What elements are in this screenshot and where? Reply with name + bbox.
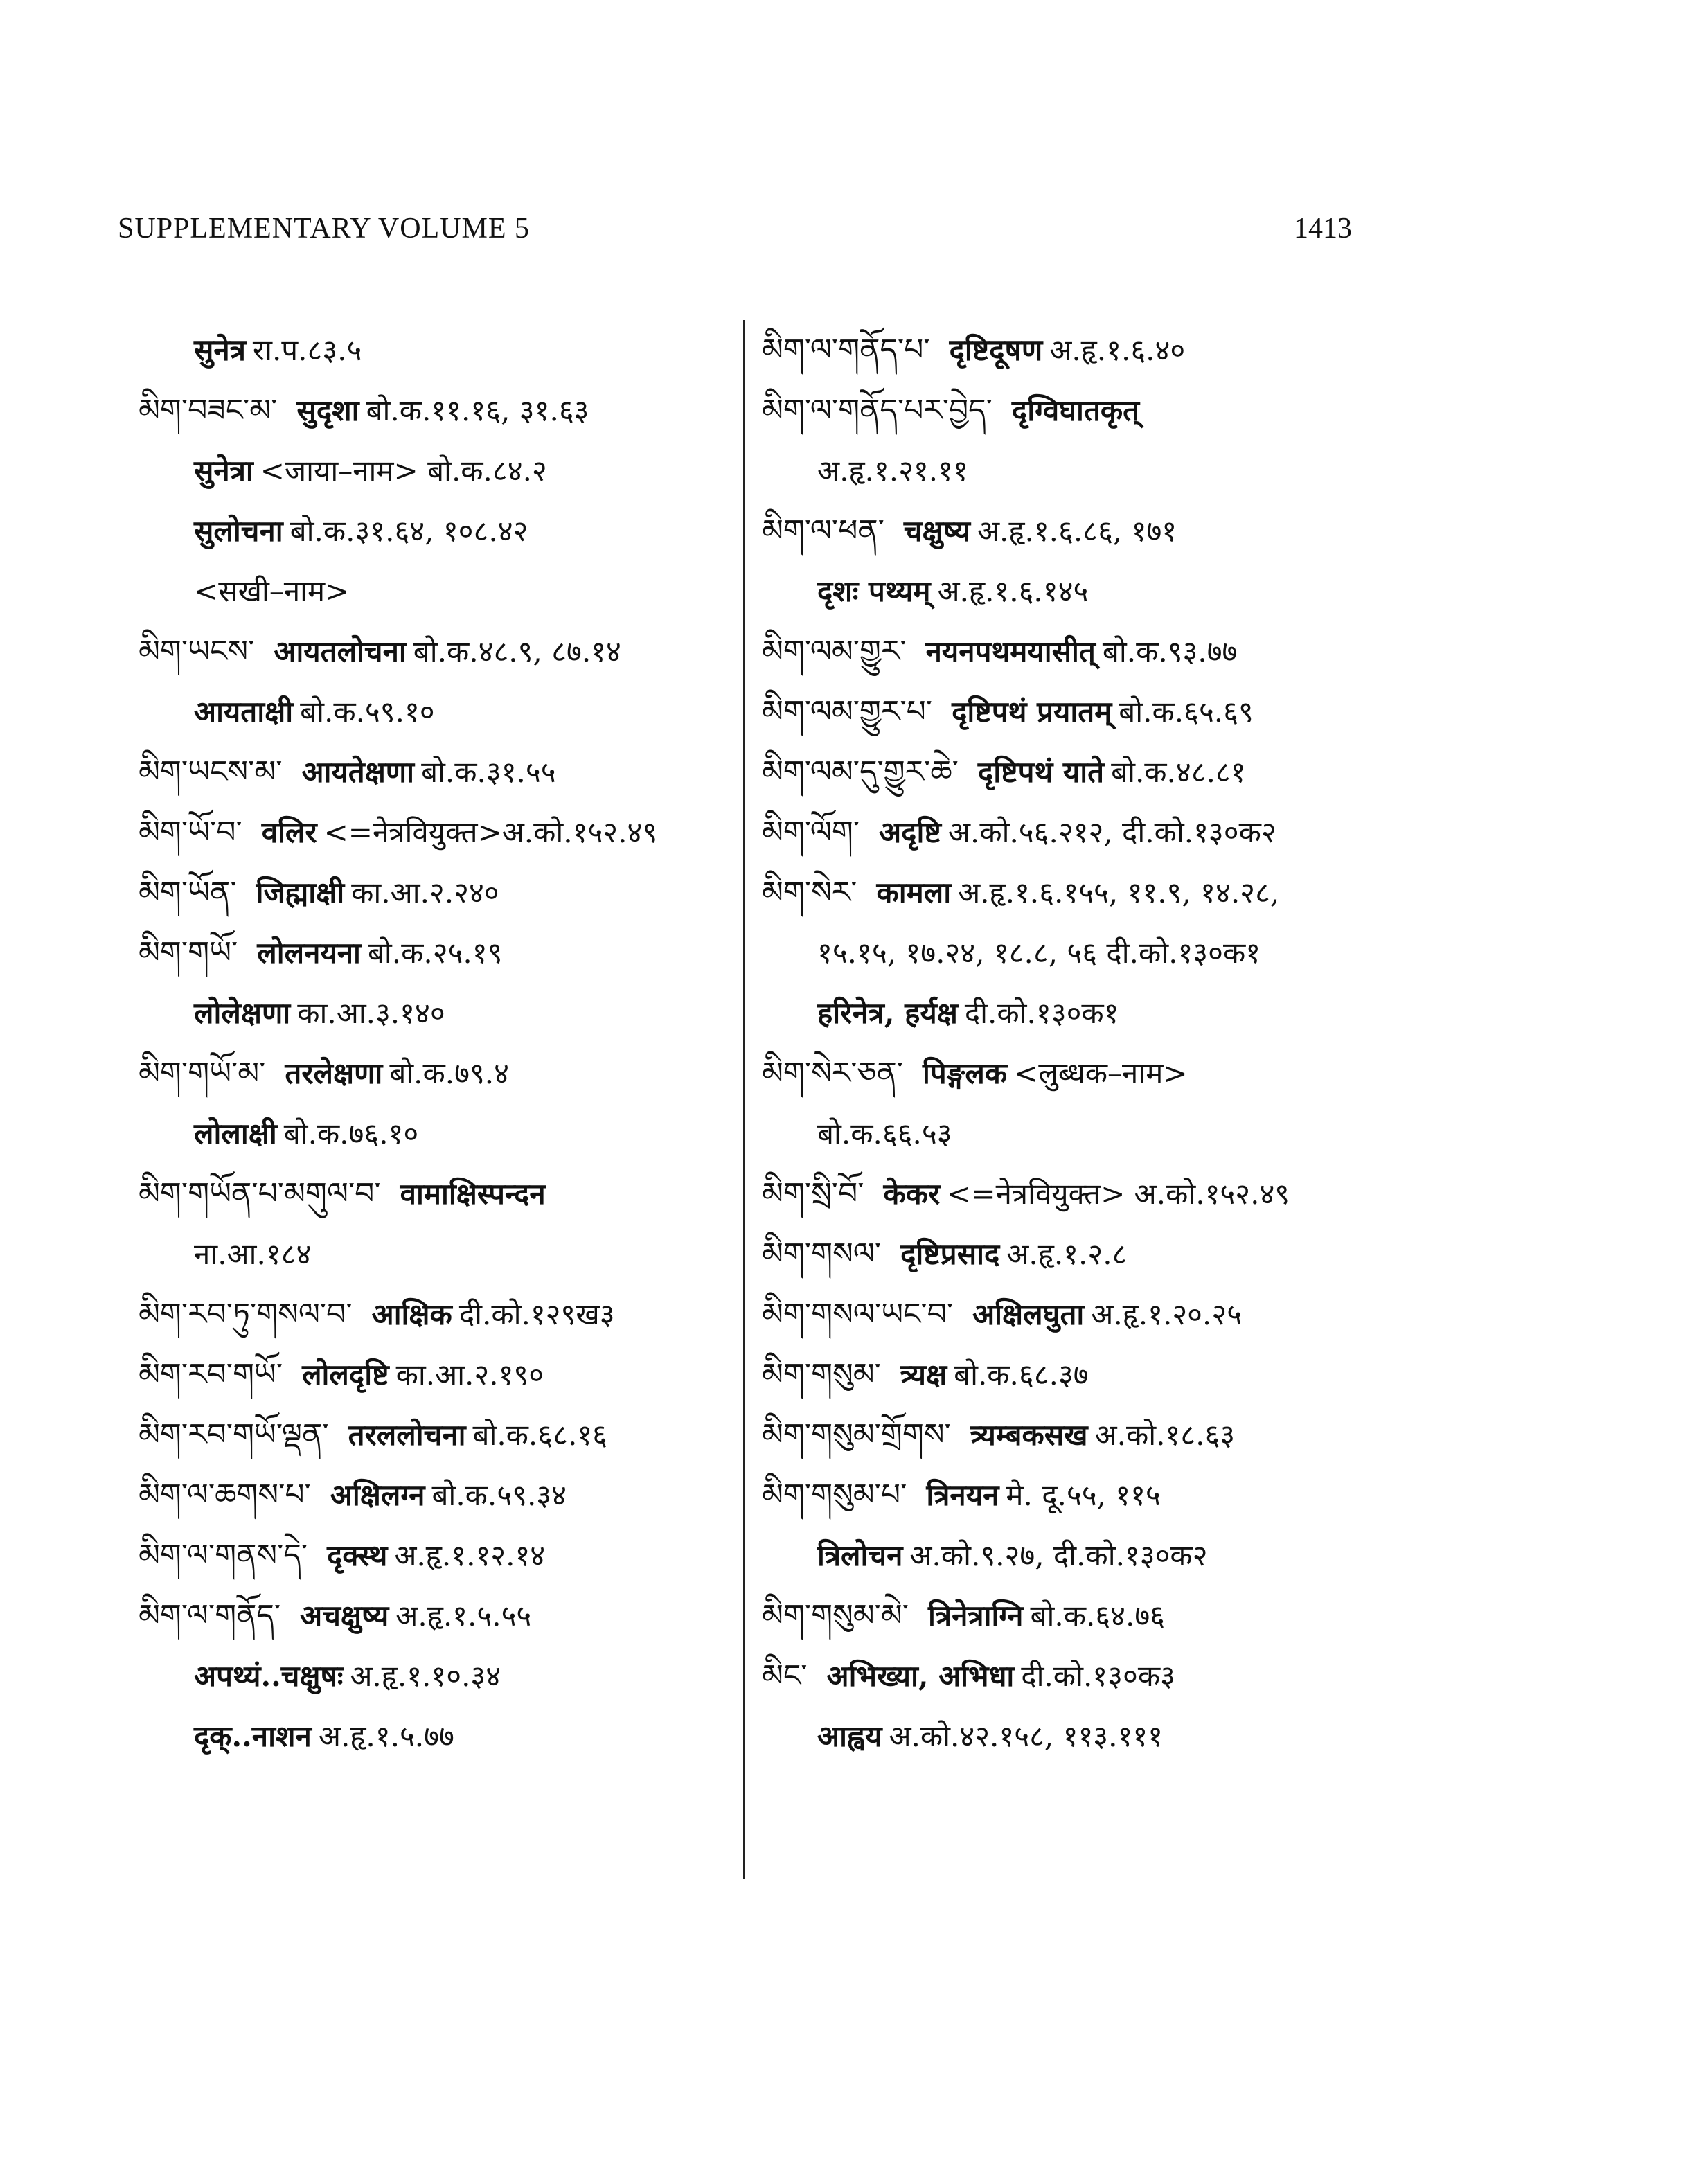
tibetan-headword: མིག་བཟང་མ་ <box>139 393 278 428</box>
source-reference: अ.हृ.१.६.४० <box>1049 333 1186 367</box>
source-reference: दी.को.१२९ख३ <box>458 1297 615 1331</box>
source-reference: बो.क.७९.४ <box>389 1056 510 1090</box>
source-reference: बो.क.६६.५३ <box>817 1117 952 1151</box>
tibetan-headword: མིག་ཡོན་ <box>139 875 237 910</box>
tibetan-headword: མིག་ལ་གནོད་པར་བྱེད་ <box>762 393 992 428</box>
source-reference: दी.को.१३०क३ <box>1021 1659 1175 1693</box>
sanskrit-equivalent: त्र्यक्ष <box>900 1358 947 1392</box>
source-reference: का.आ.३.१४० <box>297 996 445 1030</box>
dictionary-line <box>139 1646 734 1706</box>
dictionary-line <box>762 1405 1454 1465</box>
sanskrit-equivalent: हरिनेत्र, हर्यक्ष <box>817 996 958 1030</box>
sanskrit-equivalent: लोलाक्षी <box>194 1117 277 1151</box>
source-reference: अ.हृ.१.१२.१४ <box>394 1538 546 1572</box>
sanskrit-equivalent: केकर <box>883 1177 941 1211</box>
dictionary-line <box>139 561 734 621</box>
source-reference: अ.को.४२.१५८, ११३.१११ <box>889 1719 1164 1753</box>
right-column <box>762 320 1454 1766</box>
tibetan-headword: མིག་རབ་གཡོ་ལྡན་ <box>139 1417 329 1453</box>
source-reference: बो.क.११.१६, ३१.६३ <box>366 393 589 427</box>
sanskrit-equivalent: त्र्यम्बकसख <box>970 1418 1088 1452</box>
sanskrit-equivalent: आह्वय <box>817 1719 882 1753</box>
dictionary-line <box>139 501 734 561</box>
sanskrit-equivalent: सुलोचना <box>194 514 283 548</box>
tibetan-headword: མིག་རབ་ཏུ་གསལ་བ་ <box>139 1297 353 1332</box>
source-reference: बो.क.४८.९, ८७.१४ <box>413 634 621 668</box>
dictionary-line <box>762 802 1454 862</box>
source-reference: अ.हृ.१.१०.३४ <box>350 1659 501 1693</box>
tibetan-headword: མིག་ལམ་དུ་གྱུར་ཆེ་ <box>762 754 959 790</box>
source-reference: बो.क.६८.३७ <box>954 1358 1089 1392</box>
source-reference: अ.हृ.१.५.७७ <box>318 1719 454 1753</box>
source-reference: रा.प.८३.५ <box>252 333 362 367</box>
dictionary-line <box>139 1043 734 1103</box>
sanskrit-equivalent: अदृष्टि <box>879 815 941 849</box>
dictionary-line <box>762 1706 1454 1766</box>
sanskrit-equivalent: अक्षिलग्न <box>330 1478 425 1512</box>
dictionary-line <box>762 1164 1454 1224</box>
dictionary-line <box>139 441 734 501</box>
dictionary-line <box>139 1164 734 1224</box>
tibetan-headword: མིག་ཡངས་མ་ <box>139 754 283 790</box>
tibetan-headword: མིག་རབ་གཡོ་ <box>139 1357 283 1392</box>
sanskrit-equivalent: तरलेक्षणा <box>285 1056 383 1090</box>
source-reference: अ.को.५६.२१२, दी.को.१३०क२ <box>947 815 1276 849</box>
dictionary-line <box>762 561 1454 621</box>
dictionary-line <box>139 320 734 380</box>
dictionary-line <box>762 1043 1454 1103</box>
source-reference: १५.१५, १७.२४, १८.८, ५६ दी.को.१३०क१ <box>817 936 1261 970</box>
tibetan-headword: མིག་སེར་ཅན་ <box>762 1056 904 1091</box>
source-reference: ना.आ.१८४ <box>194 1237 312 1271</box>
tibetan-headword: མིག་ལ་གནོད་ <box>139 1598 281 1633</box>
dictionary-line <box>762 1103 1454 1164</box>
sanskrit-equivalent: सुनेत्रा <box>194 454 253 488</box>
source-reference: बो.क.२५.१९ <box>367 936 503 970</box>
sanskrit-equivalent: दृष्टिपथं प्रयातम् <box>952 695 1112 729</box>
tibetan-headword: མིག་གསུམ་པ་ <box>762 1477 907 1513</box>
sanskrit-equivalent: सुनेत्र <box>194 333 246 367</box>
sanskrit-equivalent: दृष्टिदूषण <box>949 333 1043 367</box>
tibetan-headword: མིག་ལམ་གྱུར་པ་ <box>762 694 933 729</box>
dictionary-line <box>762 621 1454 682</box>
dictionary-line <box>139 742 734 802</box>
source-reference: अ.को.९.२७, दी.को.१३०क२ <box>909 1538 1208 1572</box>
tibetan-headword: མིག་ལོག་ <box>762 815 860 850</box>
sanskrit-equivalent: वलिर <box>261 815 317 849</box>
dictionary-line <box>762 380 1454 441</box>
dictionary-line <box>139 1586 734 1646</box>
dictionary-line <box>762 862 1454 923</box>
dictionary-line <box>762 983 1454 1043</box>
sanskrit-equivalent: चक्षुष्य <box>903 514 970 548</box>
sanskrit-equivalent: लोलेक्षणा <box>194 996 291 1030</box>
source-reference: <जाया–नाम> बो.क.८४.२ <box>260 454 547 488</box>
sanskrit-equivalent: जिह्माक्षी <box>256 876 345 909</box>
dictionary-line <box>762 501 1454 561</box>
dictionary-line <box>762 320 1454 380</box>
sanskrit-equivalent: आयतेक्षणा <box>301 755 415 789</box>
source-reference: बो.क.६८.१६ <box>472 1418 607 1452</box>
tibetan-headword: མིག་སྲི་བོ་ <box>762 1176 864 1211</box>
sanskrit-equivalent: त्रिनयन <box>926 1478 999 1512</box>
sanskrit-equivalent: अचक्षुष्य <box>300 1599 389 1633</box>
source-reference: <सखी–नाम> <box>194 574 350 608</box>
sanskrit-equivalent: अक्षिलघुता <box>972 1297 1085 1331</box>
dictionary-line <box>139 380 734 441</box>
source-reference: बो.क.७६.१० <box>283 1117 419 1151</box>
tibetan-headword: མིག་ལ་གནས་དེ་ <box>139 1538 308 1573</box>
dictionary-line <box>139 802 734 862</box>
tibetan-headword: མིག་ཡོ་བ་ <box>139 815 242 850</box>
sanskrit-equivalent: दृक्..नाशन <box>194 1719 312 1753</box>
source-reference: बो.क.६४.७६ <box>1030 1599 1166 1633</box>
dictionary-line <box>139 923 734 983</box>
source-reference: अ.हृ.१.२१.११ <box>817 454 968 488</box>
sanskrit-equivalent: आयतलोचना <box>274 634 407 668</box>
source-reference: अ.हृ.१.६.१४५ <box>937 574 1089 608</box>
source-reference: अ.को.१८.६३ <box>1094 1418 1236 1452</box>
tibetan-headword: མིག་གསལ་ཡང་བ་ <box>762 1297 954 1332</box>
source-reference: <लुब्धक–नाम> <box>1014 1056 1188 1090</box>
dictionary-line <box>762 742 1454 802</box>
tibetan-headword: མིག་གསལ་ <box>762 1236 882 1272</box>
dictionary-line <box>139 862 734 923</box>
sanskrit-equivalent: तरललोचना <box>348 1418 466 1452</box>
dictionary-line <box>762 923 1454 983</box>
dictionary-line <box>139 1284 734 1344</box>
tibetan-headword: མིང་ <box>762 1658 808 1694</box>
dictionary-line <box>762 441 1454 501</box>
sanskrit-equivalent: लोलदृष्टि <box>302 1358 389 1392</box>
running-header: SUPPLEMENTARY VOLUME 5 <box>118 213 531 245</box>
sanskrit-equivalent: दृक्स्थ <box>327 1538 388 1572</box>
sanskrit-equivalent: दृग्विघातकृत् <box>1011 393 1140 427</box>
sanskrit-equivalent: लोलनयना <box>257 936 361 970</box>
dictionary-line <box>762 1646 1454 1706</box>
page-number: 1413 <box>1294 213 1352 245</box>
dictionary-line <box>762 1525 1454 1586</box>
tibetan-headword: མིག་གསུམ་གྲོགས་ <box>762 1417 951 1453</box>
dictionary-line <box>139 1224 734 1284</box>
sanskrit-equivalent: अभिख्या, अभिधा <box>826 1659 1015 1693</box>
dictionary-line <box>139 1344 734 1405</box>
source-reference: <=नेत्रवियुक्त>अ.को.१५२.४९ <box>323 815 658 849</box>
dictionary-line <box>139 1706 734 1766</box>
sanskrit-equivalent: अपथ्यं..चक्षुषः <box>194 1659 344 1693</box>
source-reference: बो.क.५९.१० <box>300 695 435 729</box>
sanskrit-equivalent: वामाक्षिस्पन्दन <box>400 1177 546 1211</box>
column-divider <box>743 320 745 1879</box>
source-reference: अ.हृ.१.५.५५ <box>395 1599 532 1633</box>
sanskrit-equivalent: कामला <box>876 876 952 909</box>
source-reference: <=नेत्रवियुक्त> अ.को.१५२.४९ <box>947 1177 1290 1211</box>
sanskrit-equivalent: नयनपथमयासीत् <box>925 634 1096 668</box>
source-reference: बो.क.५९.३४ <box>431 1478 567 1512</box>
source-reference: का.आ.२.२४० <box>351 876 499 909</box>
sanskrit-equivalent: आक्षिक <box>371 1297 452 1331</box>
source-reference: बो.क.९३.७७ <box>1102 634 1238 668</box>
source-reference: बो.क.३१.५५ <box>421 755 556 789</box>
dictionary-line <box>139 1525 734 1586</box>
sanskrit-equivalent: दृशः पथ्यम् <box>817 574 931 608</box>
tibetan-headword: མིག་གཡོན་པ་མགུལ་བ་ <box>139 1176 381 1211</box>
source-reference: अ.हृ.१.६.१५५, ११.९, १४.२८, <box>958 876 1280 909</box>
dictionary-line <box>139 983 734 1043</box>
dictionary-line <box>139 1465 734 1525</box>
tibetan-headword: མིག་གཡོ་མ་ <box>139 1056 266 1091</box>
sanskrit-equivalent: सुदृशा <box>296 393 359 427</box>
tibetan-headword: མིག་གསུམ་ <box>762 1357 881 1392</box>
dictionary-line <box>762 1224 1454 1284</box>
source-reference: अ.हृ.१.२०.२५ <box>1091 1297 1243 1331</box>
dictionary-line <box>139 621 734 682</box>
source-reference: बो.क.३१.६४, १०८.४२ <box>290 514 528 548</box>
sanskrit-equivalent: आयताक्षी <box>194 695 294 729</box>
tibetan-headword: མིག་སེར་ <box>762 875 857 910</box>
tibetan-headword: མིག་གསུམ་མེ་ <box>762 1598 909 1633</box>
dictionary-line <box>139 1405 734 1465</box>
dictionary-line <box>139 682 734 742</box>
source-reference: बो.क.६५.६९ <box>1119 695 1254 729</box>
left-column <box>139 320 734 1766</box>
tibetan-headword: མིག་ཡངས་ <box>139 634 255 669</box>
dictionary-line <box>762 1284 1454 1344</box>
dictionary-line <box>762 1465 1454 1525</box>
source-reference: अ.हृ.१.२.८ <box>1006 1237 1128 1271</box>
dictionary-line <box>762 1344 1454 1405</box>
tibetan-headword: མིག་གཡོ་ <box>139 935 238 970</box>
sanskrit-equivalent: दृष्टिप्रसाद <box>900 1237 1000 1271</box>
tibetan-headword: མིག་ལམ་གྱུར་ <box>762 634 907 669</box>
sanskrit-equivalent: दृष्टिपथं याते <box>977 755 1105 789</box>
sanskrit-equivalent: त्रिनेत्राग्नि <box>928 1599 1024 1633</box>
tibetan-headword: མིག་ལ་གནོད་པ་ <box>762 332 930 368</box>
source-reference: दी.को.१३०क१ <box>964 996 1119 1030</box>
dictionary-line <box>139 1103 734 1164</box>
tibetan-headword: མིག་ལ་ཆགས་པ་ <box>139 1477 311 1513</box>
dictionary-line <box>762 1586 1454 1646</box>
source-reference: बो.क.४८.८१ <box>1111 755 1246 789</box>
dictionary-line <box>762 682 1454 742</box>
source-reference: का.आ.२.१९० <box>395 1358 544 1392</box>
sanskrit-equivalent: पिङ्गलक <box>923 1056 1008 1090</box>
source-reference: मे. दू.५५, ११५ <box>1006 1478 1161 1512</box>
tibetan-headword: མིག་ལ་ཕན་ <box>762 513 884 549</box>
sanskrit-equivalent: त्रिलोचन <box>817 1538 903 1572</box>
source-reference: अ.हृ.१.६.८६, १७१ <box>977 514 1177 548</box>
